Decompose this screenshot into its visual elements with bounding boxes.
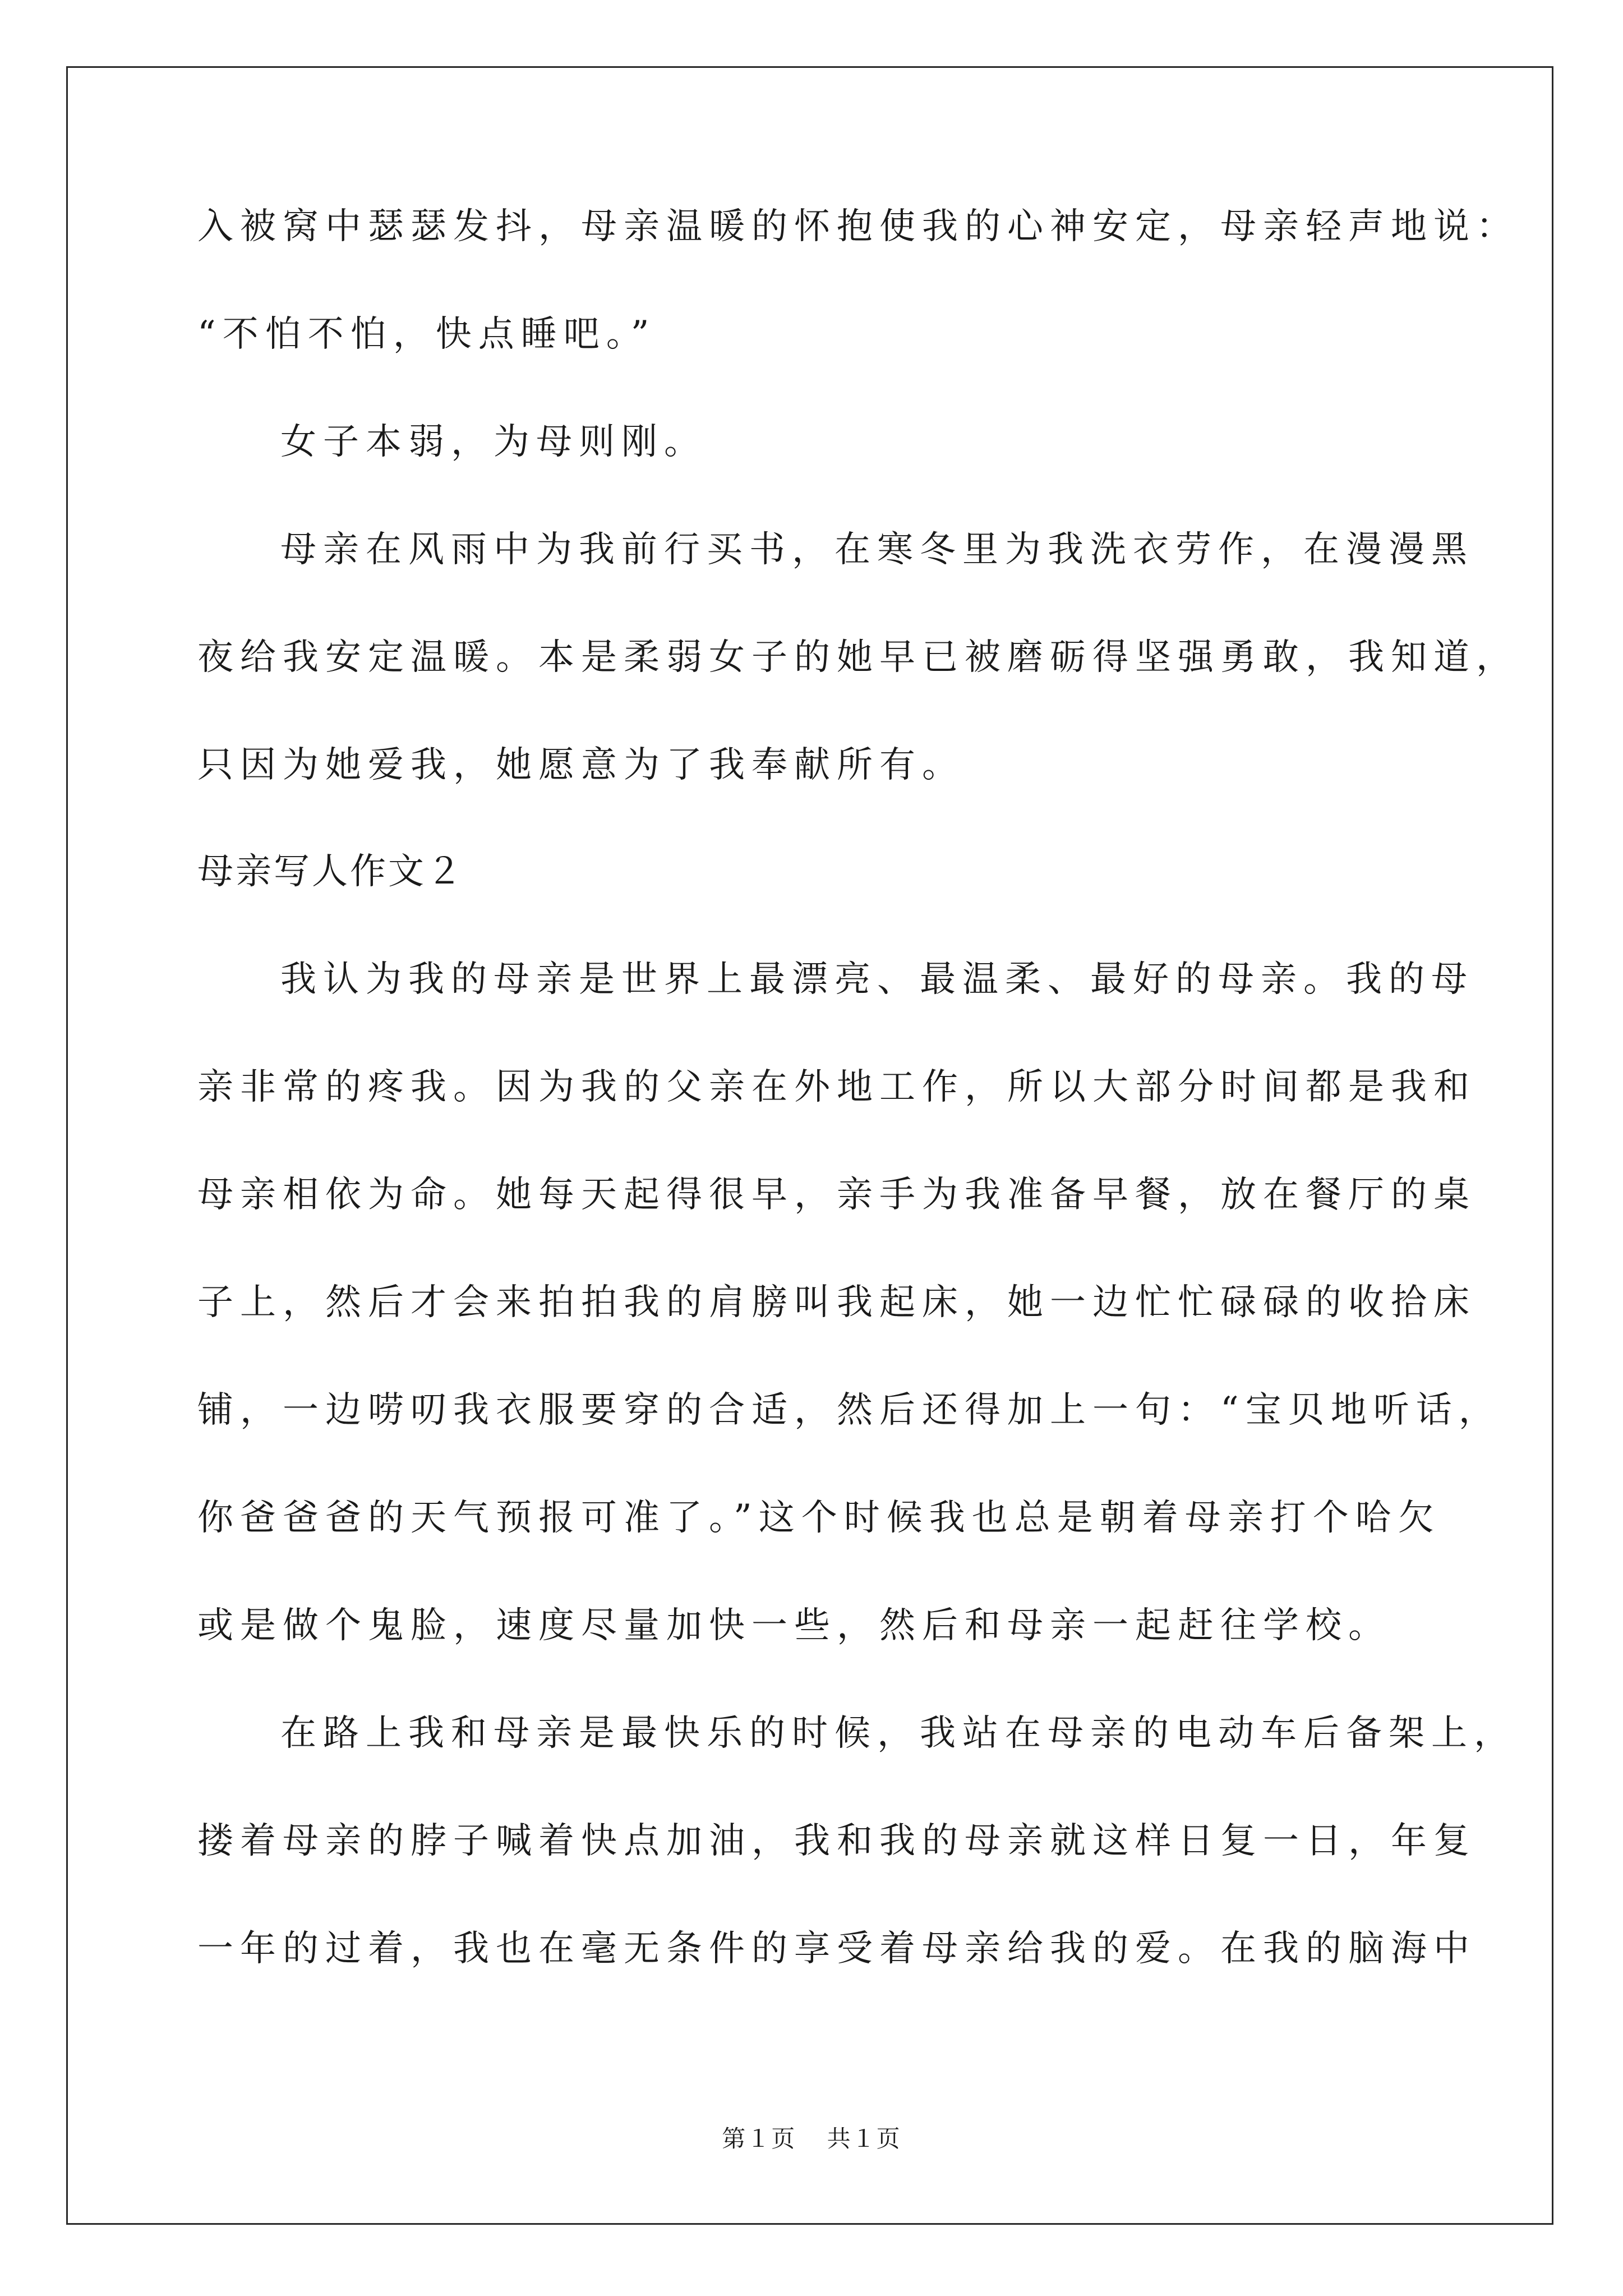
text-line: 一年的过着，我也在毫无条件的享受着母亲给我的爱。在我的脑海中	[197, 1928, 1476, 1970]
page-border	[66, 66, 1553, 2225]
page-number: 第１页	[722, 2125, 796, 2152]
text-line: “不怕不怕，快点睡吧。”	[197, 314, 656, 355]
page-total: 共１页	[827, 2125, 901, 2152]
paragraph-line: 在路上我和母亲是最快乐的时候，我站在母亲的电动车后备架上，	[280, 1713, 1516, 1754]
text-line: 子上，然后才会来拍拍我的肩膀叫我起床，她一边忙忙碌碌的收拾床	[197, 1282, 1476, 1323]
paragraph-line: 我认为我的母亲是世界上最漂亮、最温柔、最好的母亲。我的母	[280, 959, 1474, 1000]
text-line: 只因为她爱我，她愿意为了我奉献所有。	[197, 744, 965, 786]
text-line: 你爸爸爸的天气预报可准了。”这个时候我也总是朝着母亲打个哈欠	[197, 1497, 1441, 1539]
text-line: 夜给我安定温暖。本是柔弱女子的她早已被磨砺得坚强勇敢，我知道，	[197, 637, 1519, 678]
text-line: 亲非常的疼我。因为我的父亲在外地工作，所以大部分时间都是我和	[197, 1066, 1476, 1108]
section-title: 母亲写人作文２	[197, 851, 464, 892]
text-line: 母亲相依为命。她每天起得很早，亲手为我准备早餐，放在餐厅的桌	[197, 1174, 1476, 1216]
paragraph-line: 母亲在风雨中为我前行买书，在寒冬里为我洗衣劳作，在漫漫黑	[280, 529, 1474, 570]
text-line: 入被窝中瑟瑟发抖，母亲温暖的怀抱使我的心神安定，母亲轻声地说：	[197, 206, 1519, 247]
paragraph-line: 女子本弱，为母则刚。	[280, 421, 707, 463]
text-line: 搂着母亲的脖子喊着快点加油，我和我的母亲就这样日复一日，年复	[197, 1820, 1476, 1862]
page-footer	[0, 2120, 1623, 2154]
text-line: 或是做个鬼脸，速度尽量加快一些，然后和母亲一起赶往学校。	[197, 1605, 1391, 1646]
text-line: 铺，一边唠叨我衣服要穿的合适，然后还得加上一句：“宝贝地听话，	[197, 1389, 1501, 1431]
